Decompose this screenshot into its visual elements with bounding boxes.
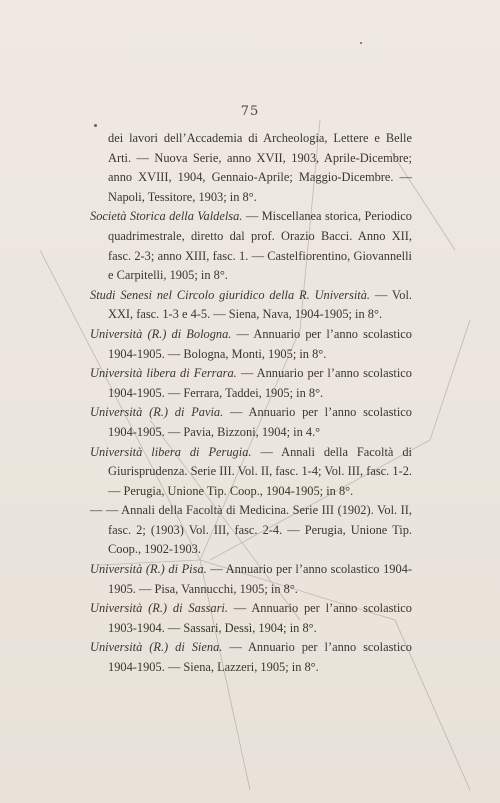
- entry-3: [90, 325, 412, 364]
- entry-0: [90, 129, 412, 207]
- entry-text: — Annuario per l’anno scolastico 1903-1904. — Sassari, Dessì, 1904; in 8°.: [108, 601, 412, 635]
- entry-4: [90, 364, 412, 403]
- entry-2: [90, 286, 412, 325]
- entry-text: Annali della Facoltà di Medicina. Serie III (1902). Vol. II, fasc. 2; (1903) Vol. III, fasc. 2-4. — Perugia, Unione Tip. Coop., 1902-1903.: [108, 503, 412, 557]
- entry-7: [90, 501, 412, 560]
- entry-name: Società Storica della Valdelsa.: [90, 209, 243, 224]
- entry-name: Università libera di Perugia.: [90, 444, 252, 459]
- entry-8: [90, 560, 412, 599]
- catalogue-text: [90, 129, 412, 678]
- ink-speck: [360, 42, 362, 44]
- page-number: 75: [240, 104, 260, 119]
- entry-6: [90, 443, 412, 502]
- entry-name: Università (R.) di Bologna.: [90, 326, 232, 341]
- entry-text: — Vol. XXI, fasc. 1-3 e 4-5. — Siena, Nava, 1904-1905; in 8°.: [108, 287, 412, 322]
- entry-text: — Annuario per l’anno scolastico 1904-1905. — Pisa, Vannucchi, 1905; in 8°.: [108, 562, 412, 596]
- entry-text: — Annuario per l’anno scolastico 1904-1905. — Ferrara, Taddei, 1905; in 8°.: [108, 366, 412, 400]
- entry-text: — Annuario per l’anno scolastico 1904-1905. — Siena, Lazzeri, 1905; in 8°.: [108, 640, 412, 675]
- entry-5: [90, 403, 412, 442]
- entry-name: Università (R.) di Pisa.: [90, 562, 207, 577]
- ink-speck: [94, 124, 97, 127]
- entry-9: [90, 599, 412, 638]
- entry-text: — Annuario per l’anno scolastico 1904-1905. — Bologna, Monti, 1905; in 8°.: [108, 326, 412, 361]
- entry-name: Università (R.) di Siena.: [90, 640, 223, 655]
- entry-name: Università (R.) di Pavia.: [90, 405, 224, 420]
- entry-1: [90, 207, 412, 285]
- entry-text: — Miscellanea storica, Periodico quadrimestrale, diretto dal prof. Orazio Bacci. Anno XII, fasc. 2-3; anno XIII, fasc. 1. — Castelfiorentino, Giovannelli e Carpitelli, 1905; in 8°.: [108, 209, 412, 283]
- entry-name: Università (R.) di Sassari.: [90, 601, 228, 616]
- entry-text: — Annuario per l’anno scolastico 1904-1905. — Pavia, Bizzoni, 1904; in 4.°: [108, 405, 412, 439]
- entry-text: dei lavori dell’Accademia di Archeologia, Lettere e Belle Arti. — Nuova Serie, anno XVII, 1903, Aprile-Dicembre; anno XVIII, 1904, Gennaio-Aprile; Maggio-Dicembre. — Napoli, Tessitore, 1903; in 8°.: [108, 131, 412, 204]
- entry-name: — —: [90, 503, 119, 518]
- entry-text: — Annali della Facoltà di Giurisprudenza. Serie III. Vol. II, fasc. 1-4; Vol. III, fasc. 1-2. — Perugia, Unione Tip. Coop., 1904-1905; in 8°.: [108, 444, 413, 498]
- entry-name: Università libera di Ferrara.: [90, 366, 237, 381]
- entry-name: Studi Senesi nel Circolo giuridico della R. Università.: [90, 287, 370, 302]
- entry-10: [90, 638, 412, 677]
